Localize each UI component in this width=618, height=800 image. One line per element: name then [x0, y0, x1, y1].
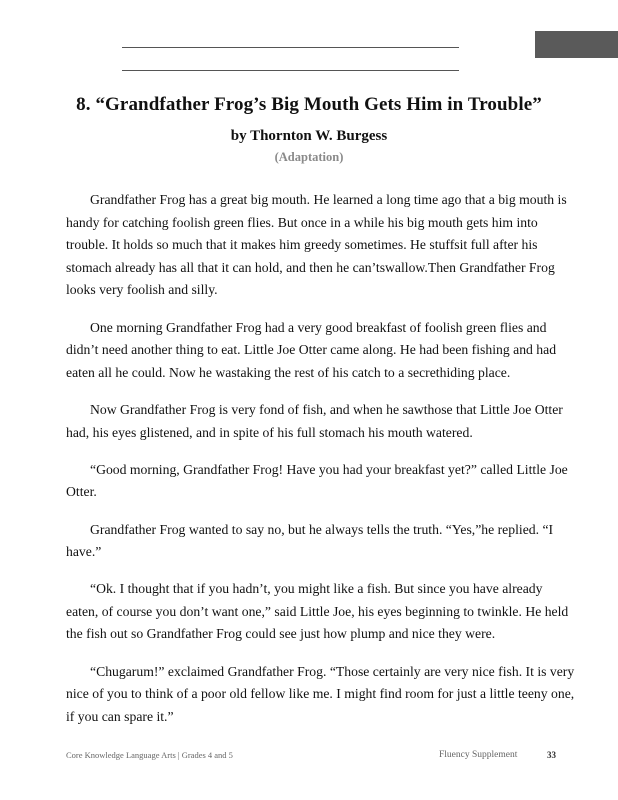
name-line-top: [122, 47, 459, 48]
adaptation-note: (Adaptation): [274, 150, 344, 164]
story-title: 8. “Grandfather Frog’s Big Mouth Gets Him in Trouble”: [76, 94, 542, 115]
story-body: [66, 189, 576, 743]
story-author: by Thornton W. Burgess: [230, 128, 388, 144]
story-paragraph: One morning Grandfather Frog had a very good breakfast of foolish green flies and didn’t need another thing to eat. Little Joe Otter came along. He had been fishing and had eaten all he could. Now he wastaking the rest of his catch to a secrethiding place.: [66, 319, 557, 380]
story-paragraph: Now Grandfather Frog is very fond of fish, and when he sawthose that Little Joe Otter had, his eyes glistened, and in spite of his full stomach his mouth watered.: [66, 401, 563, 440]
footer-source: Core Knowledge Language Arts | Grades 4 and 5: [66, 750, 233, 760]
name-line-bottom: [122, 70, 459, 71]
story-paragraph: “Ok. I thought that if you hadn’t, you might like a fish. But since you have already eaten, of course you don’t want one,” said Little Joe, his eyes beginning to twinkle. He held the fish out so Grandfather Frog could see just how plump and nice they were.: [66, 581, 569, 642]
page-number: 33: [547, 750, 556, 760]
corner-tab: [535, 31, 618, 58]
footer-section: Fluency Supplement: [439, 750, 518, 760]
story-paragraph: “Chugarum!” exclaimed Grandfather Frog. “Those certainly are very nice fish. It is very nice of you to think of a poor old fellow like me. I might find room for just a little teeny one, if you can spare it.”: [66, 663, 575, 724]
story-paragraph: “Good morning, Grandfather Frog! Have you had your breakfast yet?” called Little Joe Otter.: [66, 461, 568, 500]
story-paragraph: Grandfather Frog wanted to say no, but he always tells the truth. “Yes,”he replied. “I have.”: [66, 521, 554, 560]
story-paragraph: Grandfather Frog has a great big mouth. He learned a long time ago that a big mouth is handy for catching foolish green flies. But once in a while his big mouth gets him into trouble. It holds so much that it makes him greedy sometimes. He stuffsit full after his stomach already has all that it can hold, and then he can’tswallow.Then Grandfather Frog looks very foolish and silly.: [66, 192, 567, 298]
